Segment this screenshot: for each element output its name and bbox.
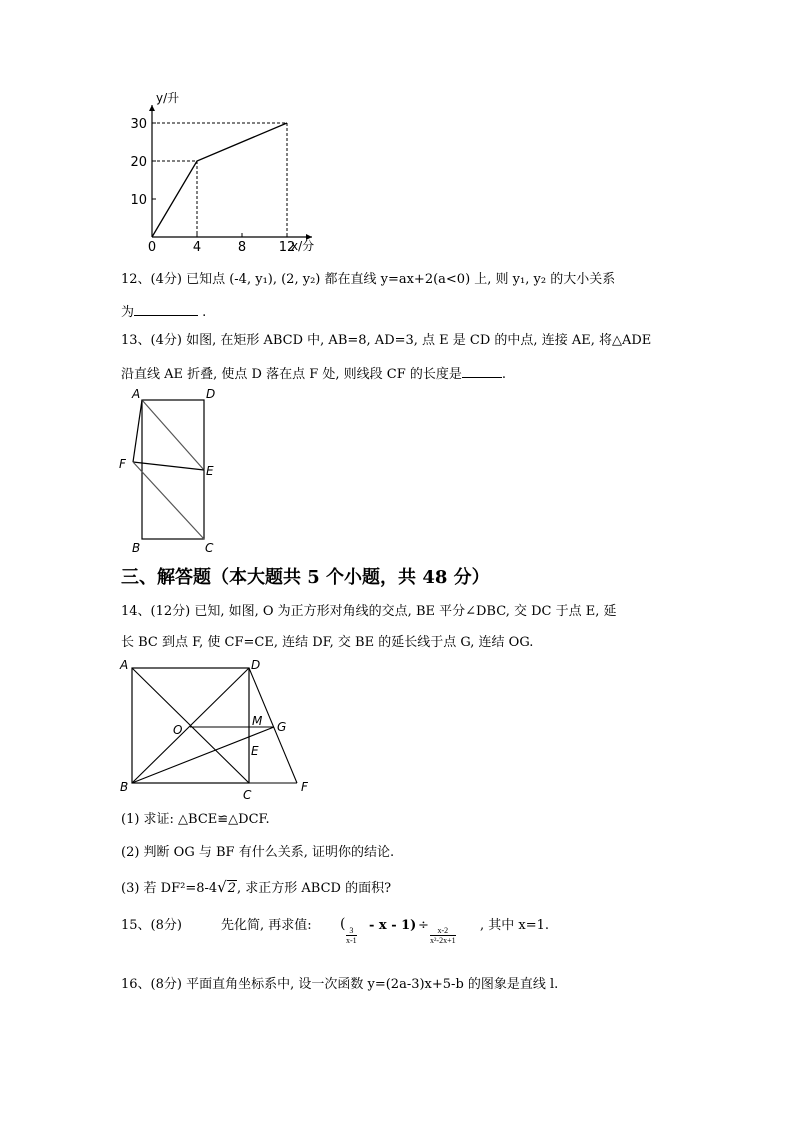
label-a: A [120, 658, 129, 672]
segment-fc [133, 462, 204, 539]
label-e: E [206, 464, 214, 478]
x-axis-label: x/分 [291, 239, 315, 253]
q15-mid: - x - 1) [369, 918, 417, 933]
label-e: E [251, 744, 259, 758]
sqrt-radicand: 2 [227, 881, 237, 896]
q15-suffix: , 其中 x=1. [480, 918, 550, 933]
x-tick-label: 4 [192, 240, 202, 255]
q14-sub3 [121, 878, 391, 897]
label-b: B [120, 780, 129, 794]
label-o: O [173, 723, 183, 737]
q14-line1: 14、(12分) 已知, 如图, O 为正方形对角线的交点, BE 平分∠DBC, 交 DC 于点 E, 延 [121, 604, 617, 619]
label-g: G [277, 720, 287, 734]
q15-divide: ÷ [418, 918, 429, 933]
y-tick-label: 30 [130, 117, 147, 132]
label-f: F [301, 780, 308, 794]
y-axis-label: y/升 [156, 92, 180, 105]
sqrt-symbol: √ [217, 878, 227, 896]
y-tick-label: 10 [130, 193, 147, 208]
q15-f1-numerator: 3 [346, 926, 357, 936]
x-tick-label: 8 [237, 240, 247, 255]
y-tick-label: 20 [130, 155, 147, 170]
q13-text: 沿直线 AE 折叠, 使点 D 落在点 F 处, 则线段 CF 的长度是 [121, 367, 462, 382]
q13-answer-blank[interactable] [462, 365, 502, 378]
q15-fraction-2 [430, 926, 456, 945]
q15-f2-denominator: x²-2x+1 [430, 936, 456, 945]
q13-suffix: . [501, 367, 507, 382]
label-c: C [243, 788, 252, 802]
q12-answer-blank[interactable] [134, 303, 198, 316]
q12-suffix: . [202, 305, 207, 320]
q14-sub2: (2) 判断 OG 与 BF 有什么关系, 证明你的结论. [121, 845, 395, 860]
q15-f2-numerator: x-2 [430, 926, 456, 936]
label-d: D [206, 387, 216, 401]
q13-rectangle-figure [112, 384, 222, 556]
q15-fraction-1 [346, 926, 357, 945]
x-tick-label: 0 [147, 240, 157, 255]
q12-line1: 12、(4分) 已知点 (-4, y₁), (2, y₂) 都在直线 y=ax+2(a<0) 上, 则 y₁, y₂ 的大小关系 [121, 272, 616, 287]
q13-line1: 13、(4分) 如图, 在矩形 ABCD 中, AB=8, AD=3, 点 E 是 CD 的中点, 连接 AE, 将△ADE [121, 333, 652, 348]
q14-sub3-prefix: (3) 若 DF²=8-4 [121, 881, 218, 896]
x-tick-label: 12 [278, 240, 296, 255]
q15-prefix: 15、(8分) [121, 918, 182, 933]
segment-af [133, 400, 142, 462]
q14-sub1: (1) 求证: △BCE≌△DCF. [121, 812, 270, 827]
water-chart [120, 92, 340, 257]
q16-text: 16、(8分) 平面直角坐标系中, 设一次函数 y=(2a-3)x+5-b 的图象是直线 l. [121, 977, 559, 992]
section-3-heading: 三、解答题（本大题共 5 个小题，共 48 分） [121, 567, 490, 588]
label-c: C [205, 541, 214, 555]
q14-line2: 长 BC 到点 F, 使 CF=CE, 连结 DF, 交 BE 的延长线于点 G, 连结 OG. [121, 635, 534, 650]
q15-open-paren: ( [340, 916, 346, 932]
q14-square-figure [112, 655, 322, 805]
q15-text: 先化简, 再求值: [221, 918, 312, 933]
label-a: A [132, 387, 141, 401]
y-axis-arrow [149, 105, 155, 111]
segment-fe [133, 462, 204, 470]
q14-sub3-suffix: , 求正方形 ABCD 的面积? [237, 881, 392, 896]
label-f: F [119, 457, 126, 471]
segment-ae [142, 400, 204, 470]
label-b: B [132, 541, 141, 555]
label-m: M [252, 714, 263, 728]
q15-f1-denominator: x-1 [346, 936, 357, 945]
label-d: D [251, 658, 261, 672]
series-line [152, 123, 287, 237]
q13-line2 [121, 365, 506, 383]
q12-prefix: 为 [121, 305, 135, 320]
q12-line2 [121, 303, 206, 321]
